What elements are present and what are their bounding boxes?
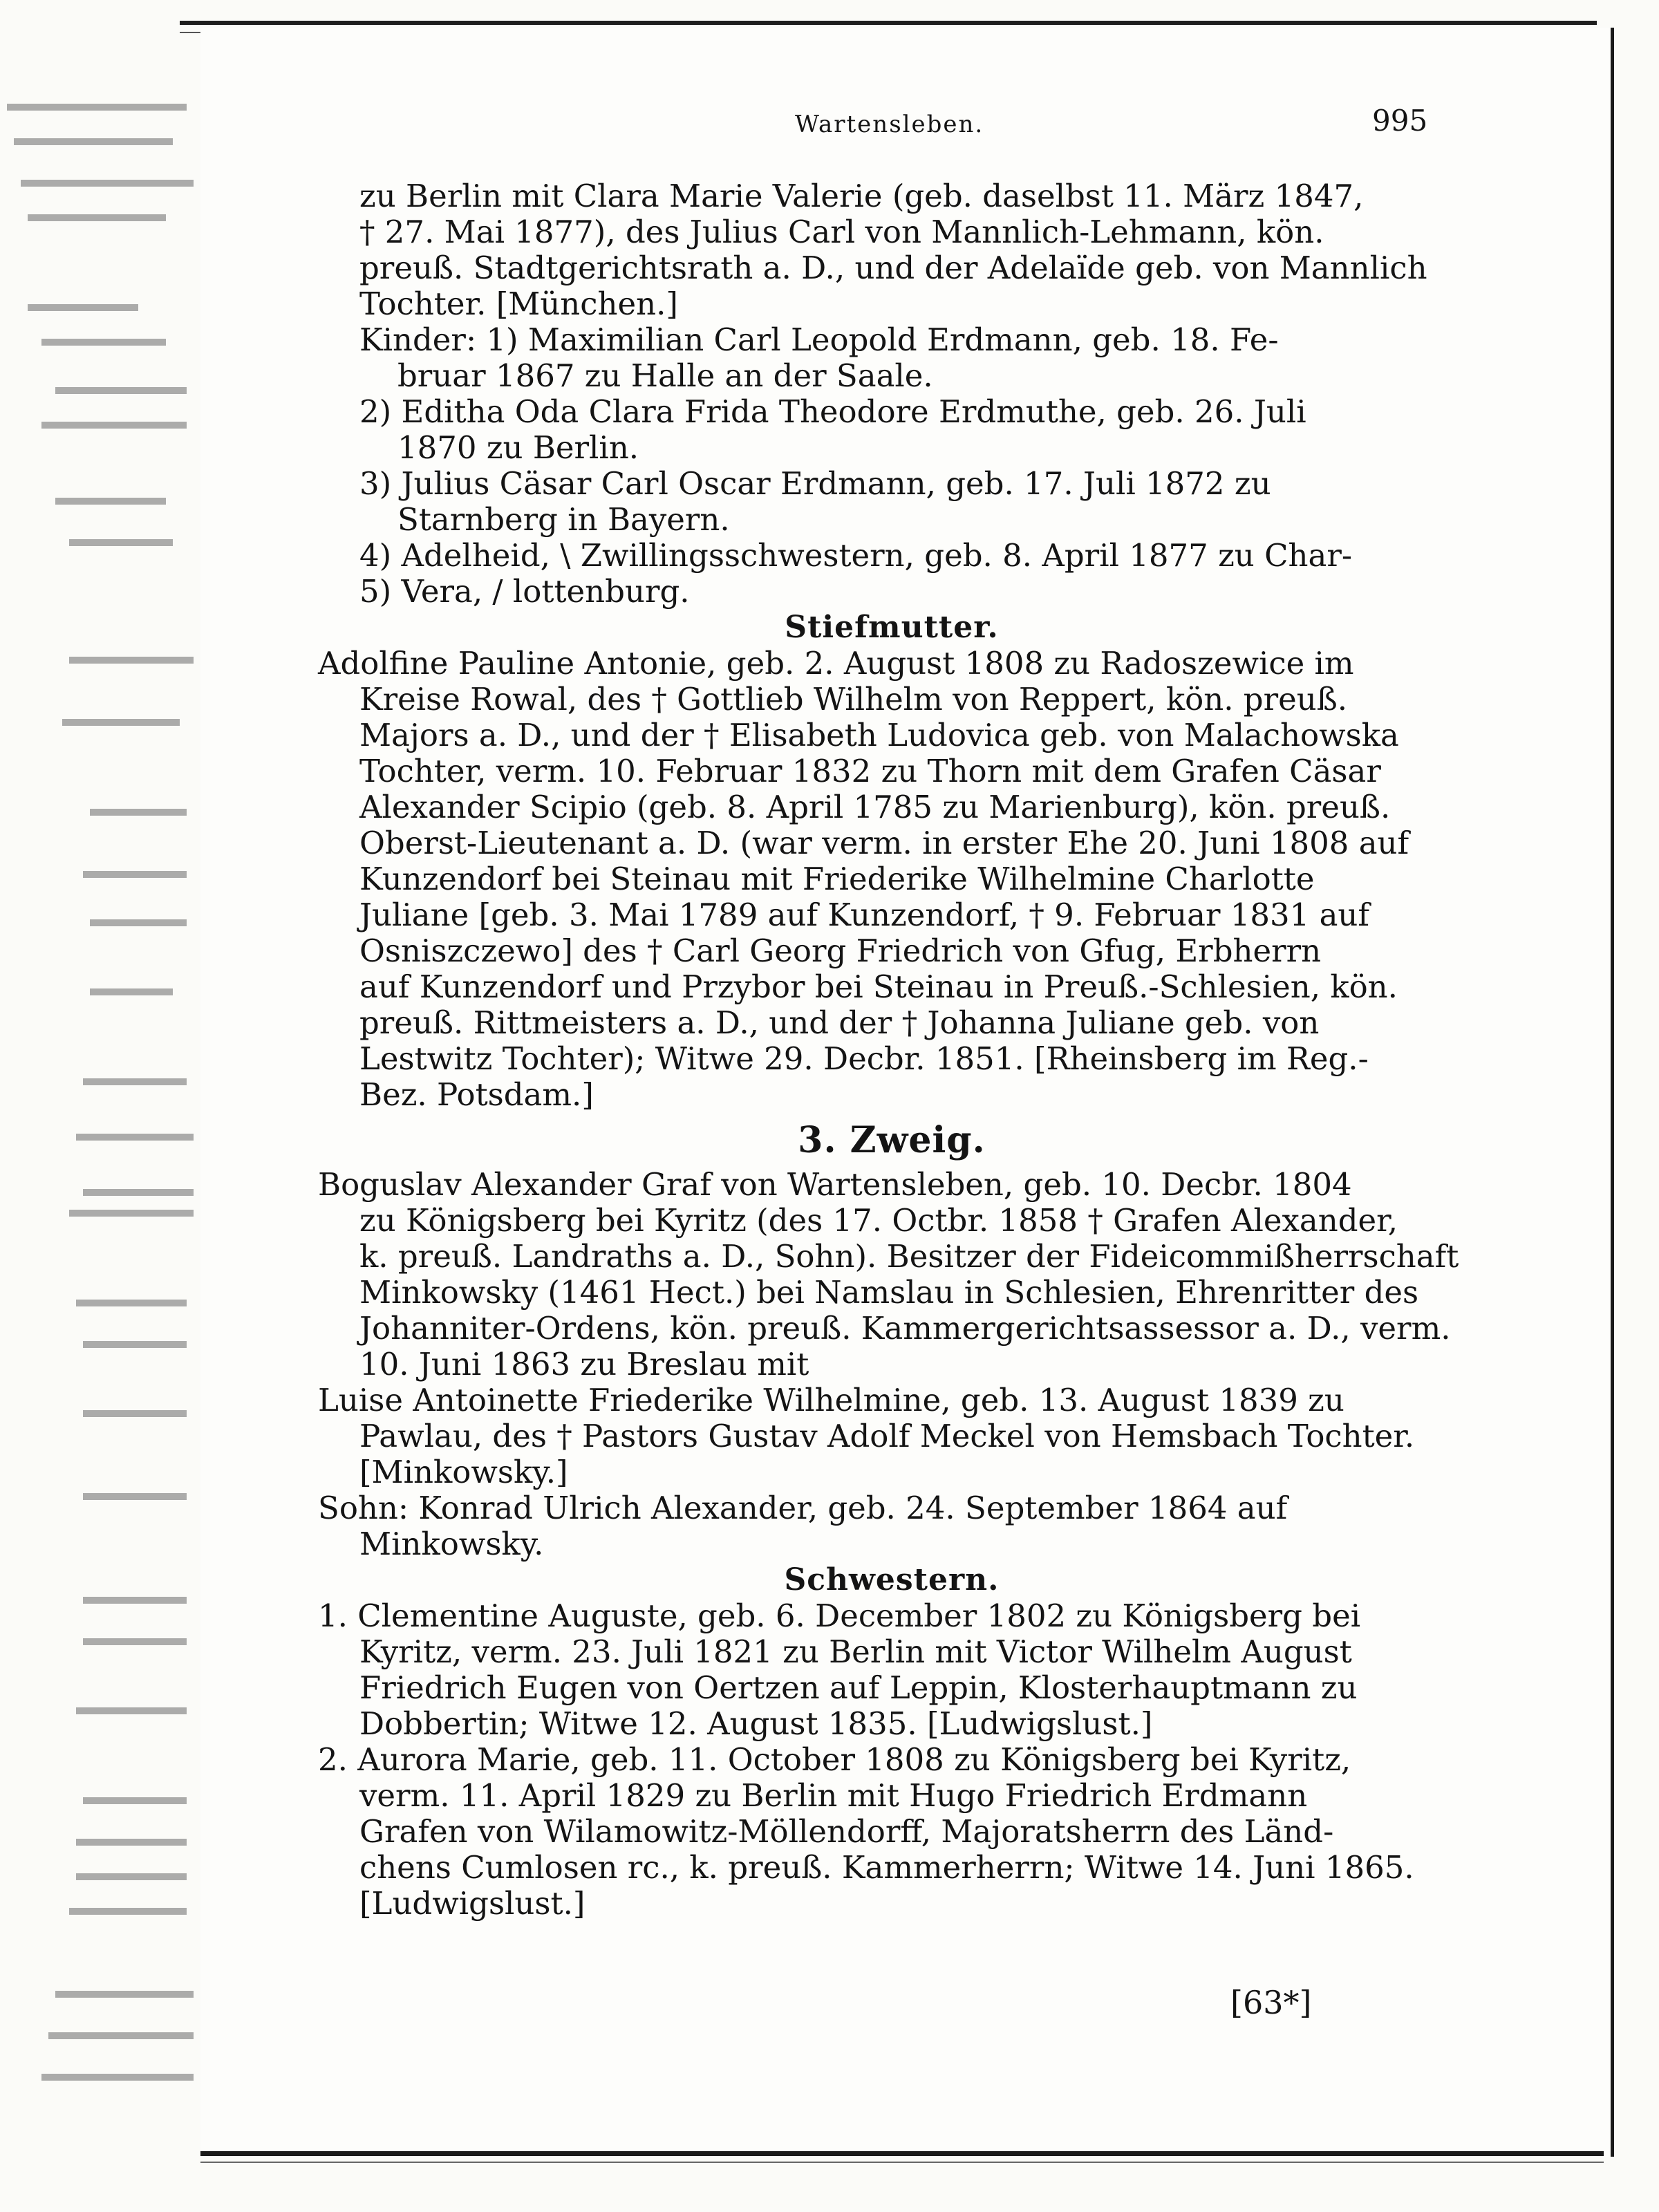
text-line: Johanniter-Ordens, kön. preuß. Kammergerichtsassessor a. D., verm.	[359, 1310, 1451, 1347]
text-line: Starnberg in Bayern.	[397, 501, 730, 538]
text-line: Juliane [geb. 3. Mai 1789 auf Kunzendorf, † 9. Februar 1831 auf	[359, 897, 1370, 933]
text-line: Oberst-Lieutenant a. D. (war verm. in erster Ehe 20. Juni 1808 auf	[359, 825, 1409, 861]
text-line: Minkowsky (1461 Hect.) bei Namslau in Schlesien, Ehrenritter des	[359, 1274, 1419, 1311]
text-line: preuß. Rittmeisters a. D., und der † Johanna Juliane geb. von	[359, 1004, 1320, 1041]
children-entry: Kinder: 1) Maximilian Carl Leopold Erdmann, geb. 18. Fe-	[359, 321, 1279, 358]
son-entry: Sohn: Konrad Ulrich Alexander, geb. 24. September 1864 auf	[318, 1490, 1288, 1526]
section-heading-stiefmutter: Stiefmutter.	[785, 610, 999, 645]
sister-entry: 2. Aurora Marie, geb. 11. October 1808 zu Königsberg bei Kyritz,	[318, 1741, 1351, 1778]
text-line: auf Kunzendorf und Przybor bei Steinau in Preuß.-Schlesien, kön.	[359, 968, 1398, 1005]
text-line: zu Berlin mit Clara Marie Valerie (geb. daselbst 11. März 1847,	[359, 178, 1364, 214]
text-line: [Ludwigslust.]	[359, 1885, 585, 1922]
text-line: Grafen von Wilamowitz-Möllendorff, Majoratsherrn des Länd-	[359, 1813, 1334, 1850]
person-entry: Boguslav Alexander Graf von Wartensleben, geb. 10. Decbr. 1804	[318, 1166, 1352, 1203]
bottom-rule	[200, 2151, 1604, 2163]
text-line: bruar 1867 zu Halle an der Saale.	[397, 357, 933, 394]
text-line: Friedrich Eugen von Oertzen auf Leppin, Klosterhauptmann zu	[359, 1669, 1358, 1706]
text-line: Pawlau, des † Pastors Gustav Adolf Meckel von Hemsbach Tochter.	[359, 1418, 1415, 1454]
text-line: Tochter. [München.]	[359, 285, 678, 322]
text-line: Osniszczewo] des † Carl Georg Friedrich von Gfug, Erbherrn	[359, 932, 1322, 969]
page-number: 995	[1372, 104, 1428, 138]
text-line: preuß. Stadtgerichtsrath a. D., und der Adelaïde geb. von Mannlich	[359, 250, 1427, 286]
text-line: Tochter, verm. 10. Februar 1832 zu Thorn mit dem Grafen Cäsar	[359, 753, 1381, 789]
text-line: verm. 11. April 1829 zu Berlin mit Hugo Friedrich Erdmann	[359, 1777, 1308, 1814]
person-entry: Luise Antoinette Friederike Wilhelmine, geb. 13. August 1839 zu	[318, 1382, 1344, 1418]
text-line: [Minkowsky.]	[359, 1454, 568, 1490]
sister-entry: 1. Clementine Auguste, geb. 6. December 1802 zu Königsberg bei	[318, 1597, 1361, 1634]
child-entry: 3) Julius Cäsar Carl Oscar Erdmann, geb. 17. Juli 1872 zu	[359, 465, 1271, 502]
person-entry: Adolfine Pauline Antonie, geb. 2. August 1808 zu Radoszewice im	[318, 645, 1354, 682]
text-line: Kunzendorf bei Steinau mit Friederike Wilhelmine Charlotte	[359, 861, 1315, 897]
text-line: Minkowsky.	[359, 1526, 544, 1562]
text-line: 1870 zu Berlin.	[397, 429, 639, 466]
text-line: 10. Juni 1863 zu Breslau mit	[359, 1346, 809, 1382]
signature-mark: [63*]	[1230, 1984, 1312, 2021]
running-head: Wartensleben.	[795, 111, 984, 138]
child-entry: 2) Editha Oda Clara Frida Theodore Erdmuthe, geb. 26. Juli	[359, 393, 1306, 430]
text-line: Kreise Rowal, des † Gottlieb Wilhelm von Reppert, kön. preuß.	[359, 681, 1348, 718]
bleed-through-gutter	[0, 97, 207, 2101]
text-line: Majors a. D., und der † Elisabeth Ludovica geb. von Malachowska	[359, 717, 1399, 753]
text-line: k. preuß. Landraths a. D., Sohn). Besitzer der Fideicommißherrschaft	[359, 1238, 1459, 1275]
section-heading-schwestern: Schwestern.	[784, 1562, 1000, 1597]
text-line: Dobbertin; Witwe 12. August 1835. [Ludwigslust.]	[359, 1705, 1153, 1742]
text-line: Kyritz, verm. 23. Juli 1821 zu Berlin mit Victor Wilhelm August	[359, 1633, 1352, 1670]
section-heading-zweig: 3. Zweig.	[798, 1119, 986, 1161]
text-line: Bez. Potsdam.]	[359, 1076, 594, 1113]
text-line: Lestwitz Tochter); Witwe 29. Decbr. 1851. [Rheinsberg im Reg.-	[359, 1040, 1369, 1077]
text-line: Alexander Scipio (geb. 8. April 1785 zu Marienburg), kön. preuß.	[359, 789, 1391, 825]
text-line: chens Cumlosen rc., k. preuß. Kammerherrn; Witwe 14. Juni 1865.	[359, 1849, 1414, 1886]
text-line: † 27. Mai 1877), des Julius Carl von Mannlich-Lehmann, kön.	[359, 214, 1324, 250]
text-line: zu Königsberg bei Kyritz (des 17. Octbr. 1858 † Grafen Alexander,	[359, 1202, 1398, 1239]
body-text	[318, 178, 1465, 1922]
child-entry: 4) Adelheid, \ Zwillingsschwestern, geb. 8. April 1877 zu Char-	[359, 537, 1353, 574]
child-entry: 5) Vera, / lottenburg.	[359, 573, 690, 610]
